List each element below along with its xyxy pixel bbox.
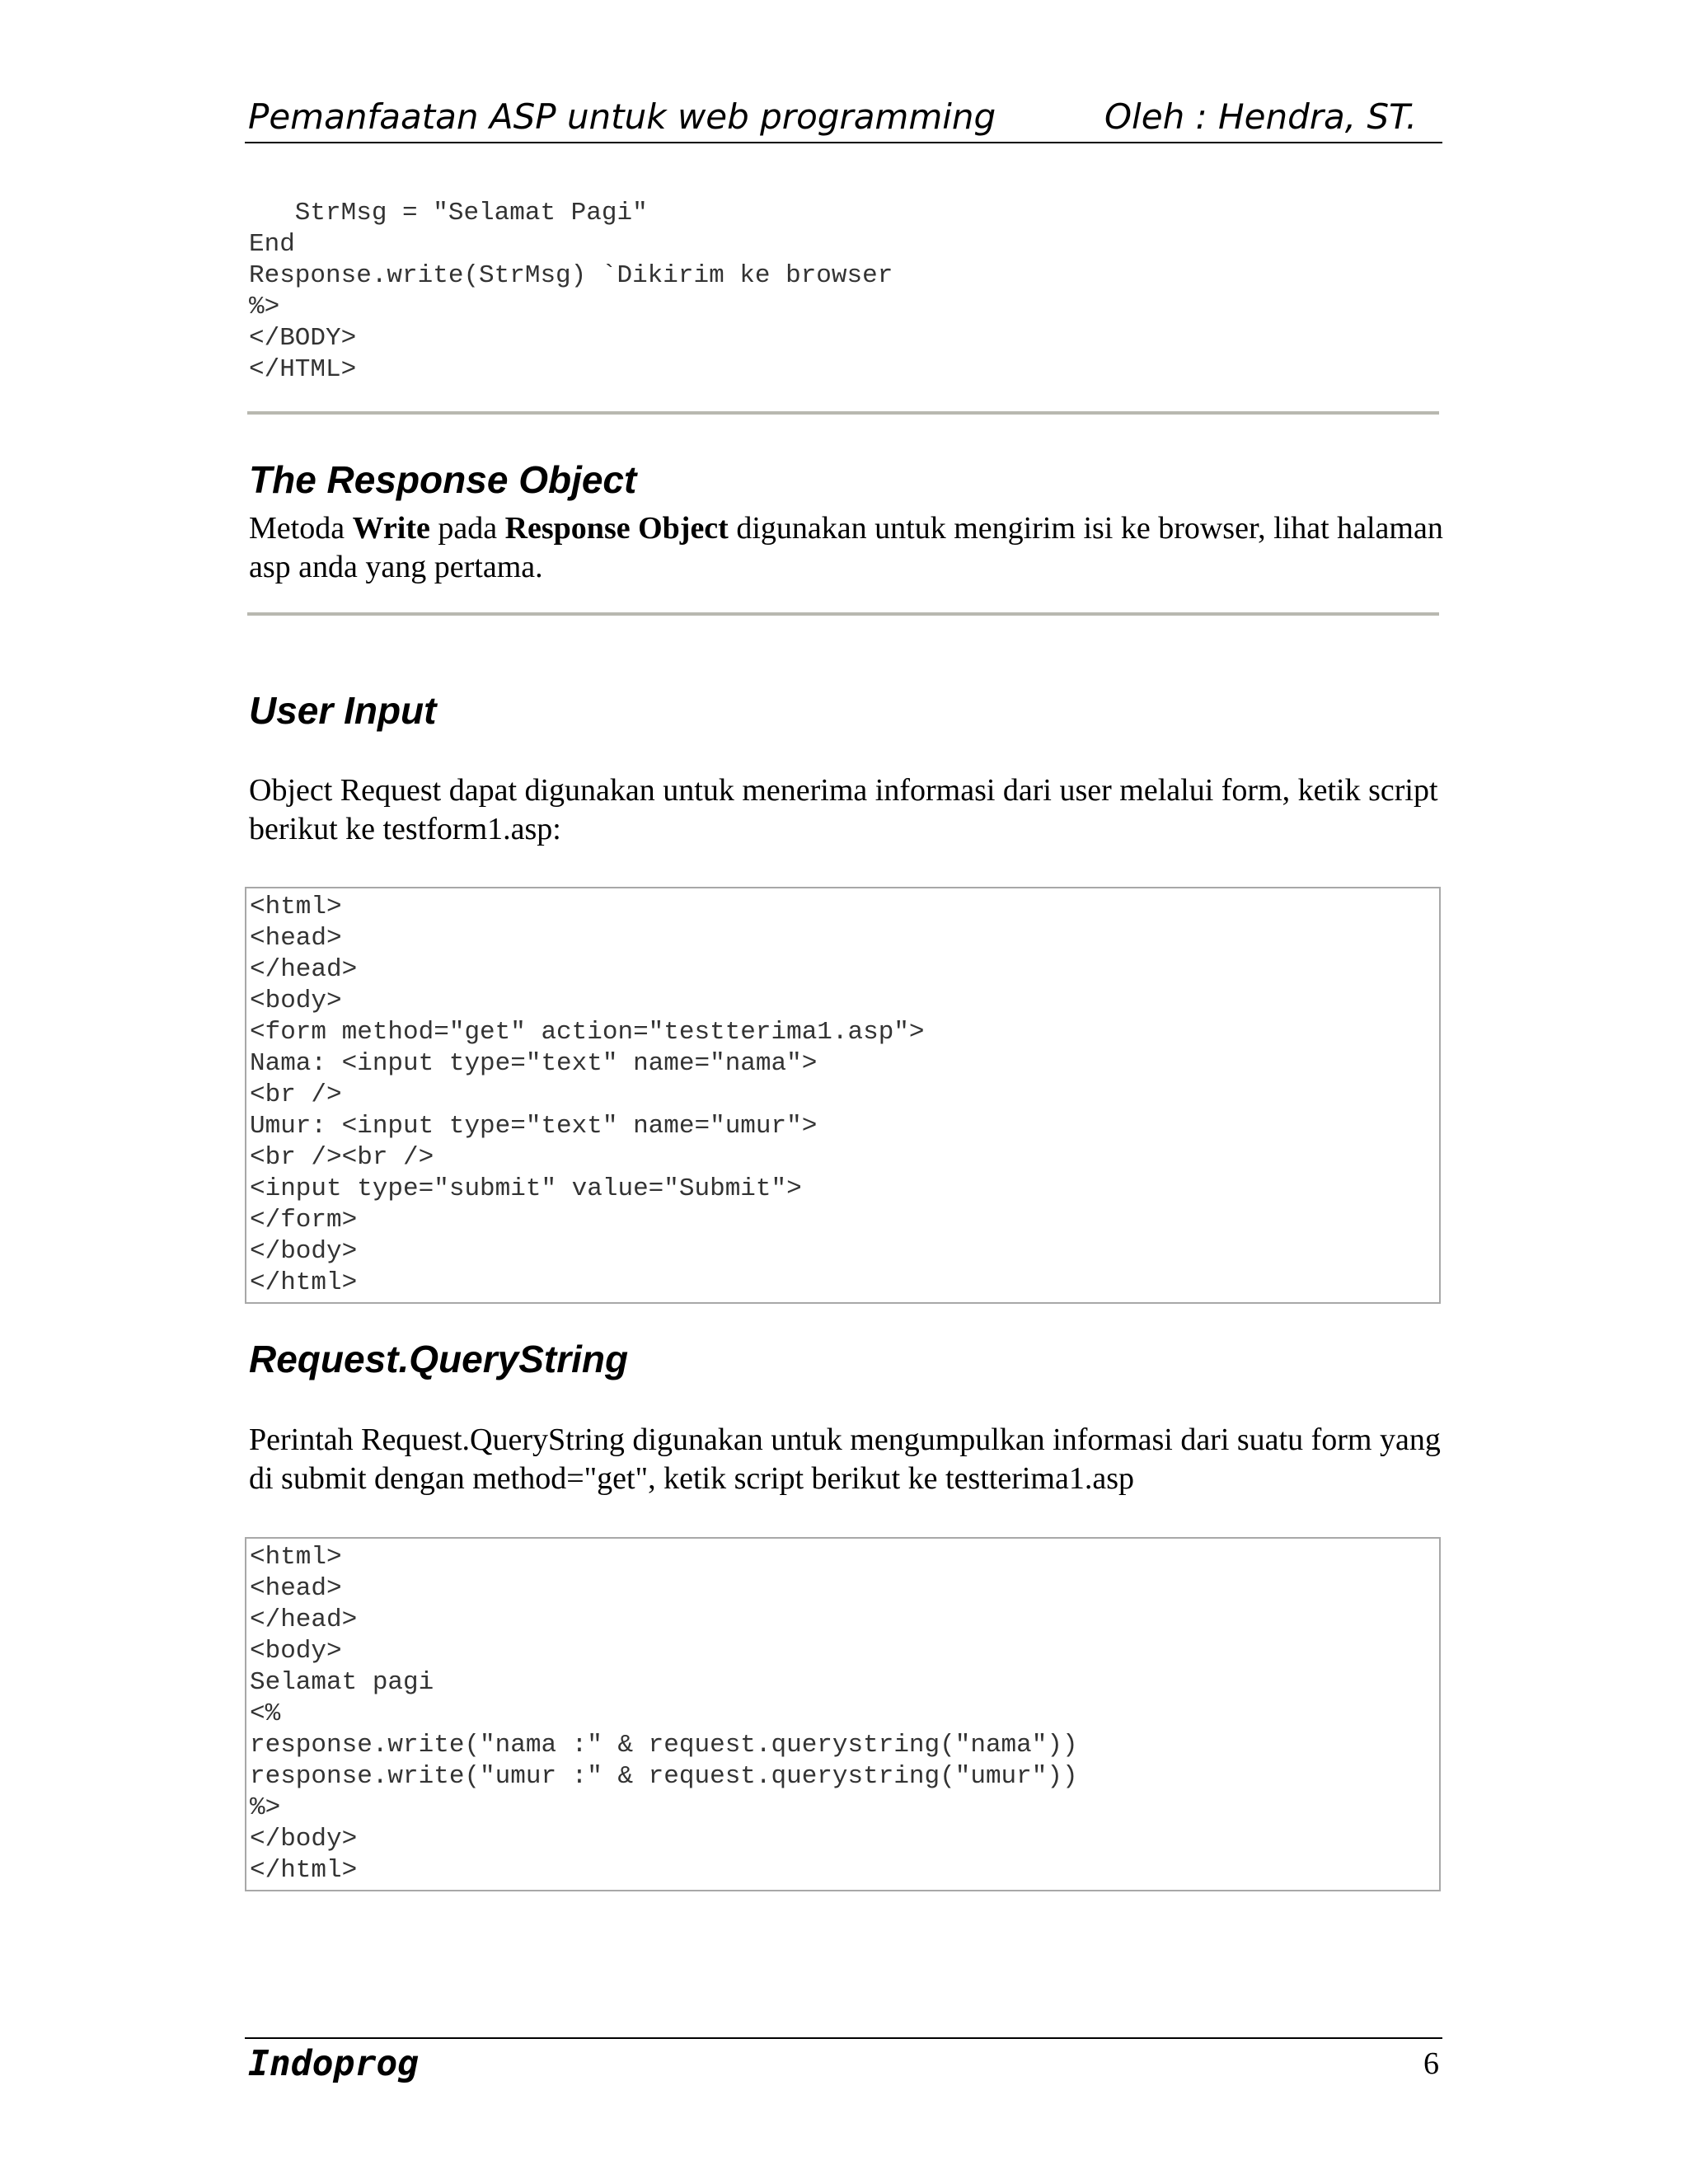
page-number: 6 <box>1423 2046 1439 2081</box>
bold-term-write: Write <box>352 511 430 546</box>
header-title: Pemanfaatan ASP untuk web programming <box>248 96 996 137</box>
section-heading-querystring: Request.QueryString <box>249 1338 629 1380</box>
paragraph-text: digunakan untuk mengirim isi ke browser, lihat halaman asp anda yang pertama. <box>249 511 1443 584</box>
code-listing-continued: StrMsg = "Selamat Pagi" End Response.write(StrMsg) `Dikirim ke browser %> </BODY> </HTML> <box>249 199 893 384</box>
querystring-paragraph: Perintah Request.QueryString digunakan untuk mengumpulkan informasi dari suatu form yang di submit dengan method="get", ketik script berikut ke testterima1.asp <box>249 1422 1441 1496</box>
code-box-testterima1 <box>245 1537 1441 1891</box>
paragraph-text: pada <box>429 511 505 546</box>
page-header <box>245 92 1442 143</box>
bold-term-response-object: Response Object <box>504 511 729 546</box>
code-listing-testform1: <html> <head> </head> <body> <form method="get" action="testterima1.asp"> Nama: <input type="text" name="nama"> <br /> Umur: <input type="text" name="umur"> <br /><br /> <input type="submit" value="Submit"> </form> </body> </html> <box>250 893 925 1297</box>
user-input-paragraph: Object Request dapat digunakan untuk menerima informasi dari user melalui form, ketik script berikut ke testform1.asp: <box>249 773 1438 846</box>
footer-brand: Indoprog <box>248 2043 420 2084</box>
code-box-testform1 <box>245 887 1441 1304</box>
page-footer <box>245 2037 1442 2088</box>
section-divider <box>247 612 1439 616</box>
section-divider <box>247 411 1439 415</box>
response-object-paragraph <box>249 509 1452 587</box>
header-author: Oleh : Hendra, ST. <box>1104 96 1418 137</box>
section-heading-user-input: User Input <box>249 689 437 732</box>
section-heading-response-object: The Response Object <box>249 458 637 501</box>
paragraph-text: Metoda <box>249 511 353 546</box>
code-listing-testterima1: <html> <head> </head> <body> Selamat pagi <% response.write("nama :" & request.querystring("nama")) response.write("umur :" & request.querystring("umur")) %> </body> </html> <box>250 1543 1078 1885</box>
